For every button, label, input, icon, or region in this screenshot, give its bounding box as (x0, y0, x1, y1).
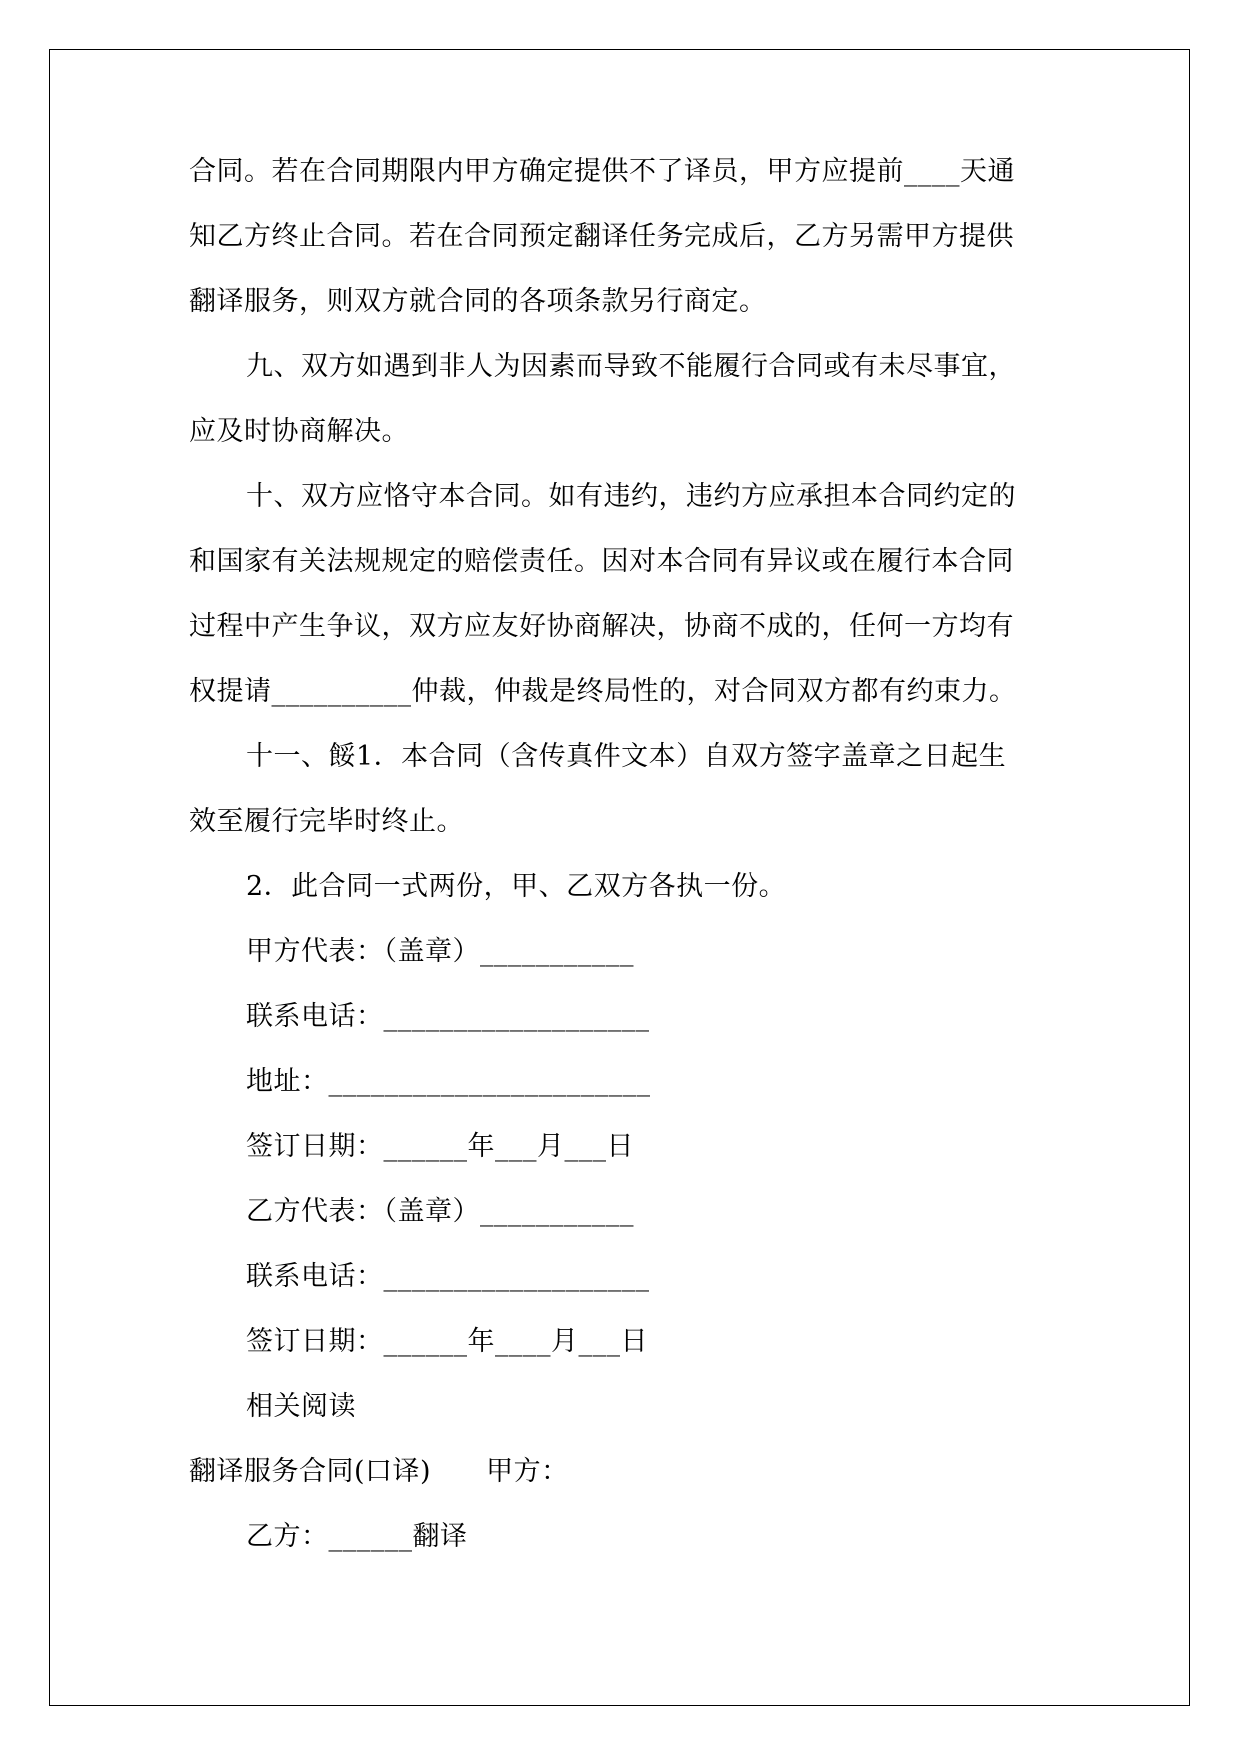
paragraph-line: 应及时协商解决。 (189, 416, 409, 447)
related-contract-title: 翻译服务合同(口译) 甲方： (189, 1456, 569, 1487)
clause-ten: 十、双方应恪守本合同。如有违约，违约方应承担本合同约定的 (246, 481, 1016, 512)
related-party-b: 乙方：______翻译 (246, 1521, 468, 1552)
paragraph-line: 权提请__________仲裁，仲裁是终局性的，对合同双方都有约束力。 (189, 676, 1017, 707)
party-a-phone: 联系电话：___________________ (246, 1001, 650, 1032)
party-a-sign-date: 签订日期：______年___月___日 (246, 1131, 634, 1162)
party-b-representative: 乙方代表：（盖章）___________ (246, 1196, 634, 1227)
party-a-representative: 甲方代表：（盖章）___________ (246, 936, 634, 967)
related-reading-heading: 相关阅读 (246, 1391, 356, 1422)
party-b-sign-date: 签订日期：______年____月___日 (246, 1326, 648, 1357)
clause-nine: 九、双方如遇到非人为因素而导致不能履行合同或有未尽事宜， (246, 351, 1016, 382)
clause-eleven: 十一、餒1．本合同（含传真件文本）自双方签字盖章之日起生 (246, 741, 1007, 772)
paragraph-line: 合同。若在合同期限内甲方确定提供不了译员，甲方应提前____天通 (189, 156, 1015, 187)
party-b-phone: 联系电话：___________________ (246, 1261, 650, 1292)
party-a-address: 地址：_______________________ (246, 1066, 651, 1097)
paragraph-line: 效至履行完毕时终止。 (189, 806, 464, 837)
paragraph-line: 翻译服务，则双方就合同的各项条款另行商定。 (189, 286, 767, 317)
paragraph-line: 过程中产生争议，双方应友好协商解决，协商不成的，任何一方均有 (189, 611, 1014, 642)
paragraph-line: 知乙方终止合同。若在合同预定翻译任务完成后，乙方另需甲方提供 (189, 221, 1014, 252)
copies-clause: 2．此合同一式两份，甲、乙双方各执一份。 (246, 871, 787, 902)
paragraph-line: 和国家有关法规规定的赔偿责任。因对本合同有异议或在履行本合同 (189, 546, 1014, 577)
